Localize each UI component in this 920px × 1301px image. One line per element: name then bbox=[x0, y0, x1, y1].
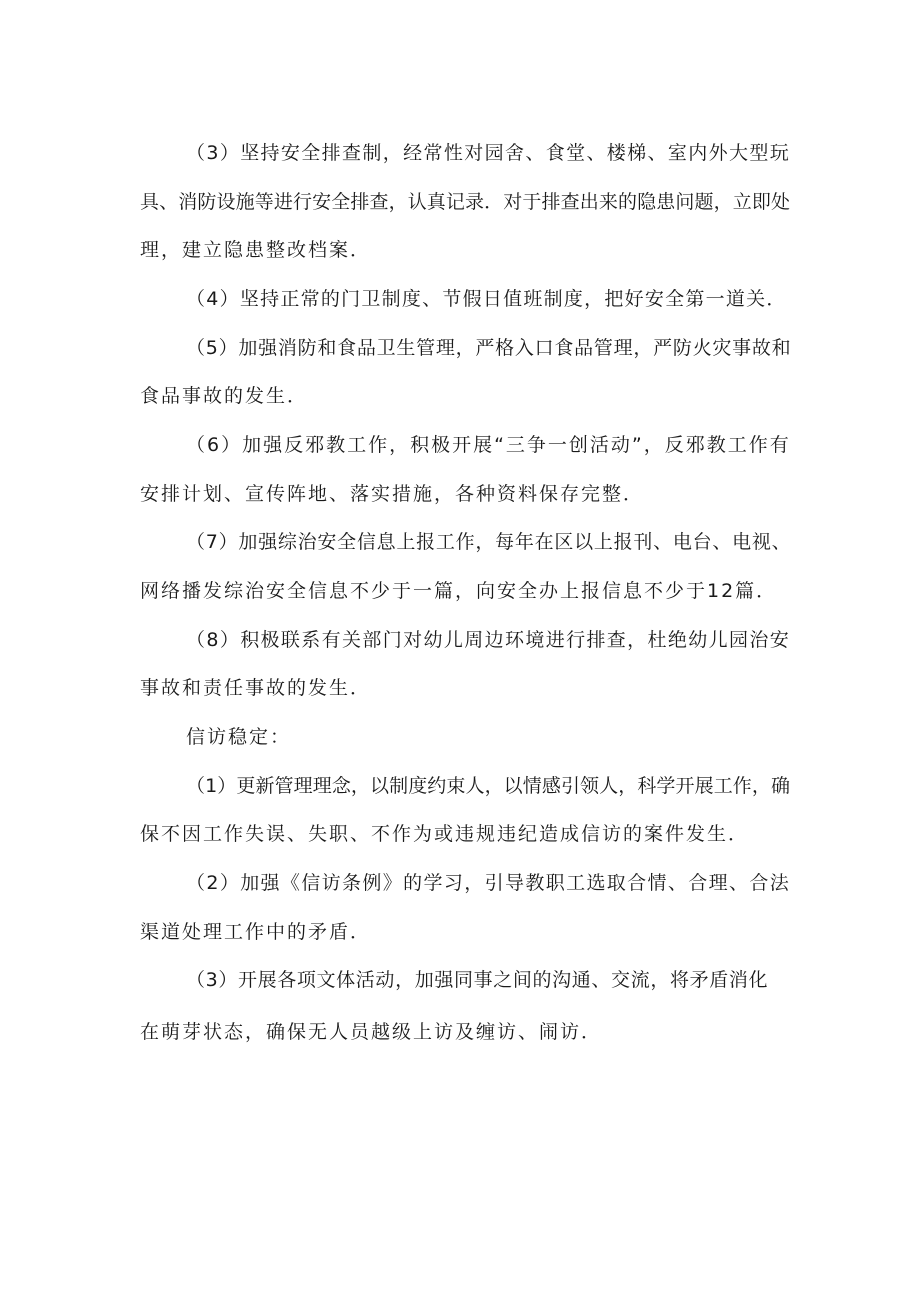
paragraph-safety-3-line-1: （3）坚持安全排查制，经常性对园舍、食堂、楼梯、室内外大型玩 bbox=[186, 142, 790, 164]
paragraph-safety-6-line-1: （6）加强反邪教工作，积极开展“三争一创活动”，反邪教工作有 bbox=[186, 434, 791, 456]
paragraph-safety-3-line-2: 具、消防设施等进行安全排查，认真记录．对于排查出来的隐患问题，立即处 bbox=[140, 191, 790, 213]
paragraph-safety-5-line-1: （5）加强消防和食品卫生管理，严格入口食品管理，严防火灾事故和 bbox=[186, 337, 792, 359]
paragraph-petition-3-line-2: 在萌芽状态，确保无人员越级上访及缠访、闹访． bbox=[140, 1021, 603, 1043]
paragraph-petition-2-line-2: 渠道处理工作中的矛盾． bbox=[140, 921, 372, 943]
paragraph-petition-1-line-2: 保不因工作失误、失职、不作为或违规违纪造成信访的案件发生． bbox=[140, 823, 750, 845]
paragraph-petition-1-line-1: （1）更新管理理念，以制度约束人，以情感引领人，科学开展工作，确 bbox=[186, 775, 790, 797]
paragraph-safety-4-line-1: （4）坚持正常的门卫制度、节假日值班制度，把好安全第一道关． bbox=[186, 288, 787, 310]
paragraph-safety-3-line-3: 理，建立隐患整改档案． bbox=[140, 239, 372, 261]
paragraph-petition-2-line-1: （2）加强《信访条例》的学习，引导教职工选取合情、合理、合法 bbox=[186, 872, 790, 894]
paragraph-safety-5-line-2: 食品事故的发生． bbox=[140, 385, 309, 407]
section-heading-petition: 信访稳定： bbox=[186, 726, 292, 748]
paragraph-safety-7-line-1: （7）加强综治安全信息上报工作，每年在区以上报刊、电台、电视、 bbox=[186, 531, 792, 553]
paragraph-petition-3-line-1: （3）开展各项文体活动，加强同事之间的沟通、交流，将矛盾消化 bbox=[186, 969, 768, 991]
paragraph-safety-6-line-2: 安排计划、宣传阵地、落实措施，各种资料保存完整． bbox=[140, 483, 645, 505]
paragraph-safety-8-line-1: （8）积极联系有关部门对幼儿周边环境进行排查，杜绝幼儿园治安 bbox=[186, 629, 790, 651]
paragraph-safety-7-line-2: 网络播发综治安全信息不少于一篇，向安全办上报信息不少于12篇． bbox=[140, 580, 778, 602]
paragraph-safety-8-line-2: 事故和责任事故的发生． bbox=[140, 677, 372, 699]
